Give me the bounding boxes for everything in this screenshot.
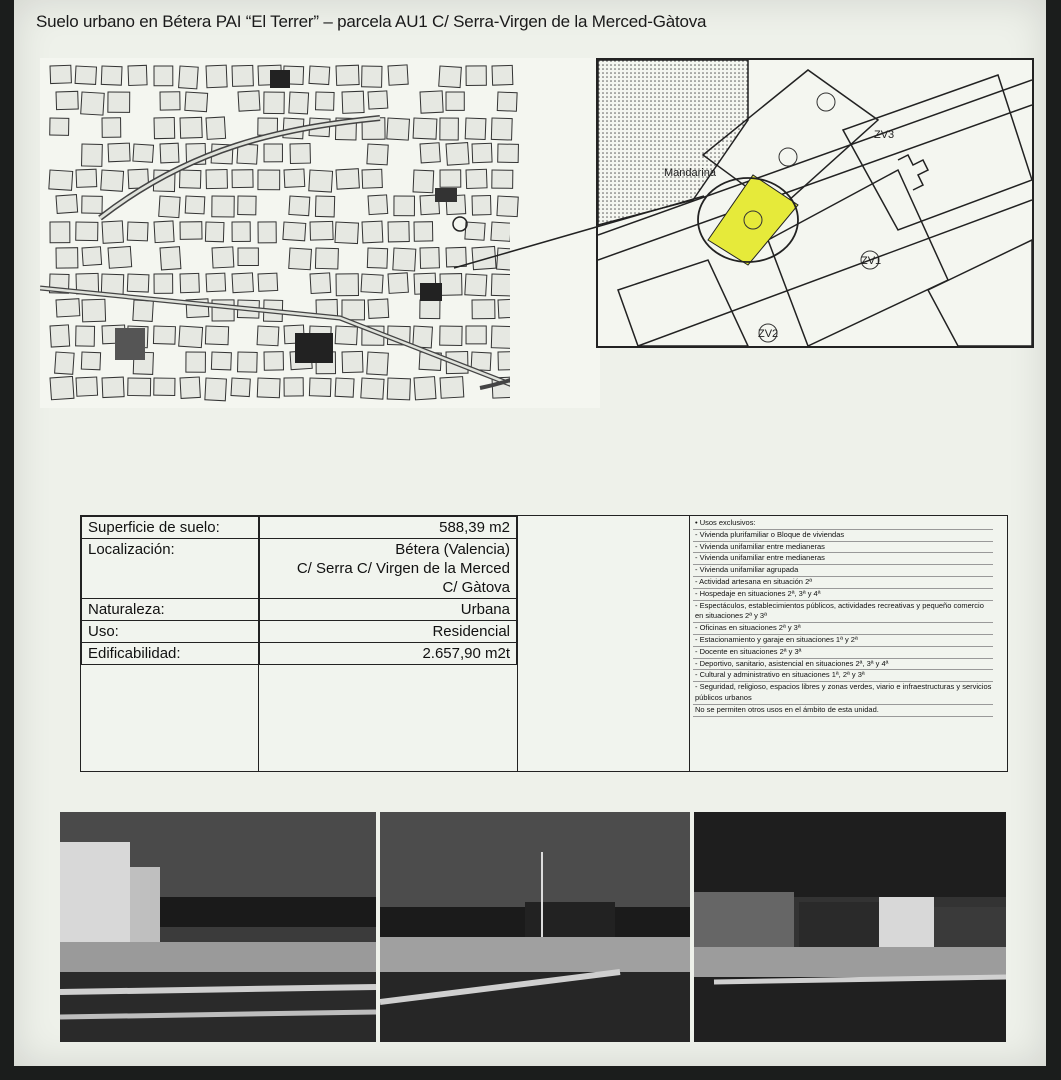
use-item: - Hospedaje en situaciones 2ª, 3ª y 4ª (693, 589, 993, 601)
use-item: - Vivienda unifamiliar entre medianeras (693, 542, 993, 554)
permitted-uses-list (693, 518, 993, 717)
site-photo-1 (60, 812, 376, 1042)
info-row (82, 539, 517, 599)
parcel-detail-plan (596, 58, 1034, 348)
use-item: - Estacionamiento y garaje en situaciones 1ª y 2ª (693, 635, 993, 647)
info-value: 588,39 m2 (260, 517, 517, 539)
use-item: - Vivienda unifamiliar entre medianeras (693, 553, 993, 565)
use-item: No se permiten otros usos en el ámbito de esta unidad. (693, 705, 993, 717)
info-value: Bétera (Valencia) C/ Serra C/ Virgen de la Merced C/ Gàtova (260, 539, 517, 599)
column-divider (258, 516, 259, 771)
parcel-plan-drawing (598, 60, 1032, 346)
info-row (82, 621, 517, 643)
info-value: Urbana (260, 599, 517, 621)
info-key: Localización: (82, 539, 260, 599)
info-value: Residencial (260, 621, 517, 643)
info-key: Superficie de suelo: (82, 517, 260, 539)
label-zv3: ZV3 (874, 129, 895, 141)
use-item: - Espectáculos, establecimientos públicos, actividades recreativas y pequeño comercio en situaciones 2ª y 3ª (693, 601, 993, 624)
page-title: Suelo urbano en Bétera PAI “El Terrer” – parcela AU1 C/ Serra-Virgen de la Merced-Gàtova (36, 12, 707, 31)
use-item: - Cultural y administrativo en situaciones 1ª, 2ª y 3ª (693, 670, 993, 682)
label-mandarina: Mandarina (664, 167, 716, 179)
label-zv1: ZV1 (861, 255, 882, 267)
use-item: - Vivienda unifamiliar agrupada (693, 565, 993, 577)
column-divider (689, 516, 690, 771)
use-item: - Actividad artesana en situación 2ª (693, 577, 993, 589)
use-item: - Seguridad, religioso, espacios libres y zonas verdes, viario e infraestructuras y servicios públicos urbanos (693, 682, 993, 705)
use-item: - Docente en situaciones 2ª y 3ª (693, 647, 993, 659)
info-key: Uso: (82, 621, 260, 643)
info-value: 2.657,90 m2t (260, 643, 517, 665)
use-item: - Oficinas en situaciones 2ª y 3ª (693, 623, 993, 635)
label-zv2: ZV2 (758, 328, 779, 340)
info-key: Naturaleza: (82, 599, 260, 621)
column-divider (517, 516, 518, 771)
info-key: Edificabilidad: (82, 643, 260, 665)
use-item: - Vivienda plurifamiliar o Bloque de viviendas (693, 530, 993, 542)
town-map-drawing (40, 58, 600, 408)
town-map (40, 58, 600, 408)
use-item: • Usos exclusivos: (693, 518, 993, 530)
document-sheet (14, 0, 1046, 1066)
site-photo-3 (694, 812, 1006, 1042)
site-photo-2 (380, 812, 690, 1042)
use-item: - Deportivo, sanitario, asistencial en situaciones 2ª, 3ª y 4ª (693, 659, 993, 671)
parcel-info-box (80, 515, 1008, 772)
info-row (82, 517, 517, 539)
info-row (82, 599, 517, 621)
info-row (82, 643, 517, 665)
parcel-info-table (81, 516, 517, 665)
